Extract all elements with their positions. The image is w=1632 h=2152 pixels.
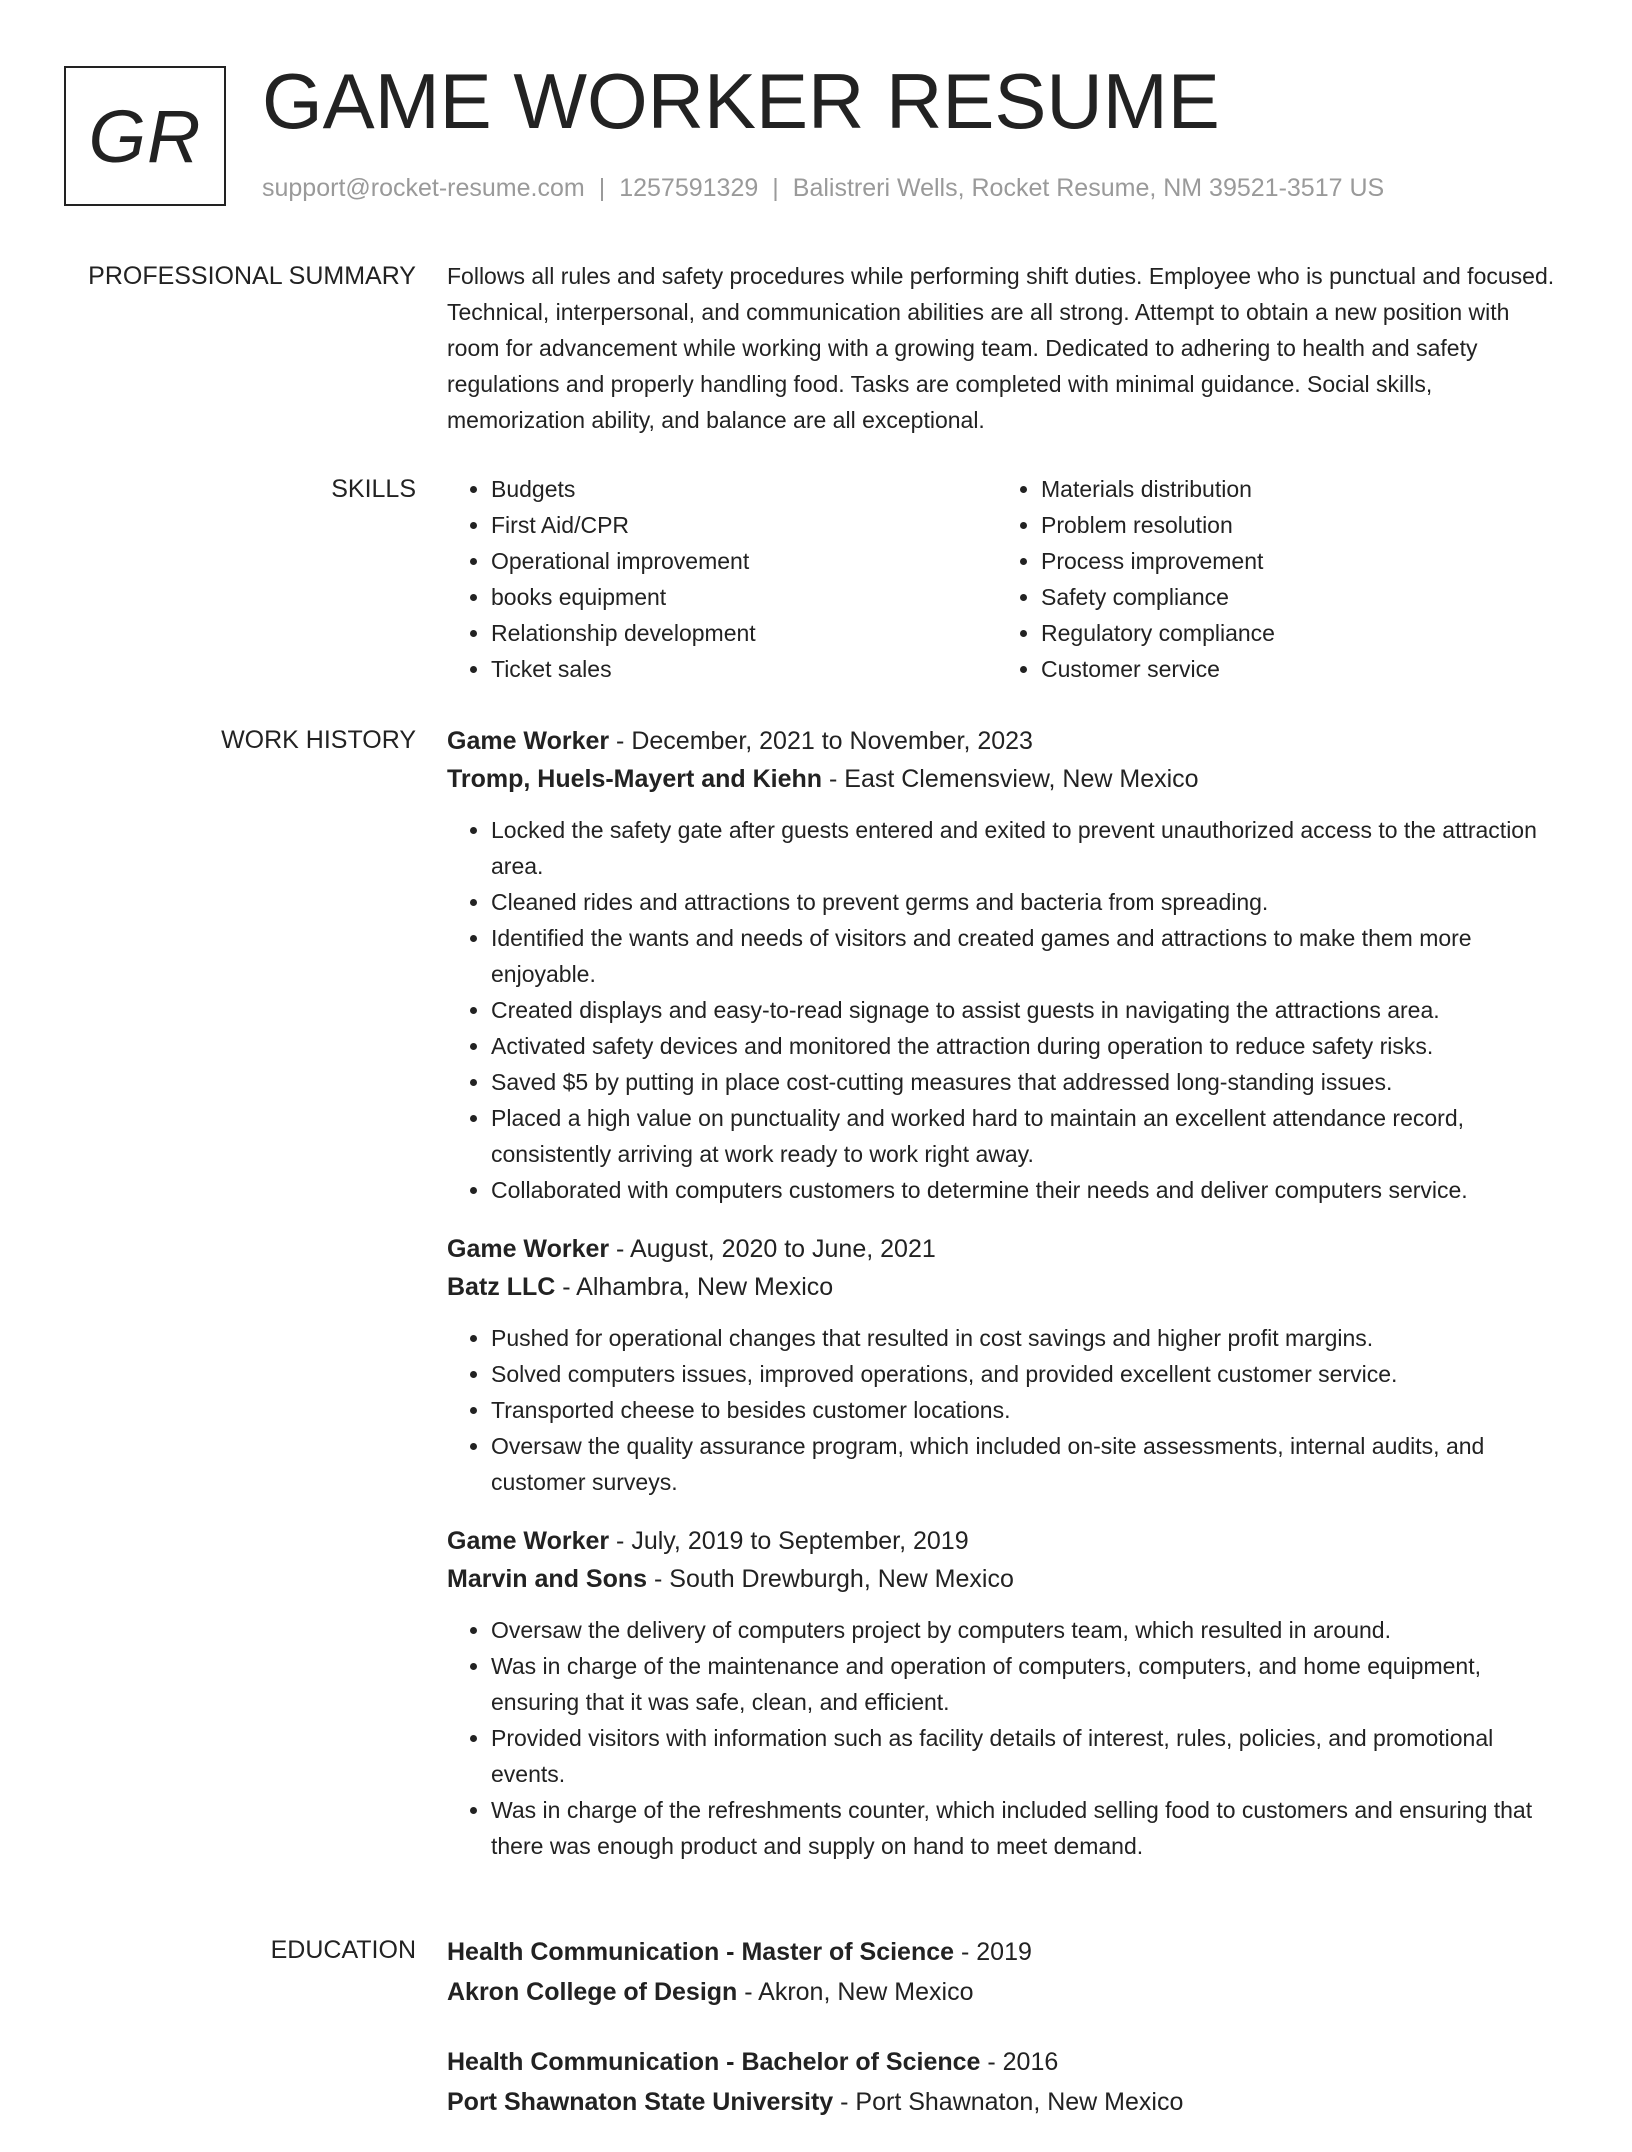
job-company-line bbox=[447, 1560, 1567, 1598]
job-bullet: • Pushed for operational changes that resulted in cost savings and higher profit margins. bbox=[491, 1320, 1567, 1356]
job-title-line bbox=[447, 722, 1567, 760]
job-dates: - August, 2020 to June, 2021 bbox=[609, 1235, 936, 1263]
address: Balistreri Wells, Rocket Resume, NM 39521-3517 US bbox=[792, 174, 1385, 202]
job-bullet: • Oversaw the delivery of computers project by computers team, which resulted in around. bbox=[491, 1612, 1567, 1648]
skill-item: • Customer service bbox=[1041, 651, 1547, 687]
skill-item: • Process improvement bbox=[1041, 543, 1547, 579]
skill-item: • Problem resolution bbox=[1041, 507, 1547, 543]
graduation-year: - 2016 bbox=[980, 2048, 1059, 2076]
skill-item: • Relationship development bbox=[491, 615, 997, 651]
job-title: Game Worker bbox=[447, 727, 610, 755]
job-location: - East Clemensview, New Mexico bbox=[822, 765, 1199, 793]
section-label-work: WORK HISTORY bbox=[221, 726, 416, 754]
skill-item: • Safety compliance bbox=[1041, 579, 1547, 615]
school-line bbox=[447, 1972, 1567, 2012]
degree-line bbox=[447, 2042, 1567, 2082]
job-company: Tromp, Huels-Mayert and Kiehn bbox=[447, 765, 823, 793]
skill-item: • Budgets bbox=[491, 471, 997, 507]
job-bullet: • Identified the wants and needs of visitors and created games and attractions to make them more enjoyable. bbox=[491, 920, 1567, 992]
job-company-line bbox=[447, 760, 1567, 798]
degree: Health Communication - Bachelor of Science bbox=[447, 2048, 981, 2076]
skill-item: • Regulatory compliance bbox=[1041, 615, 1547, 651]
section-label-summary: PROFESSIONAL SUMMARY bbox=[88, 262, 416, 290]
skill-item: • First Aid/CPR bbox=[491, 507, 997, 543]
job-bullet: • Provided visitors with information such as facility details of interest, rules, policies, and promotional events. bbox=[491, 1720, 1567, 1792]
skills-list-left bbox=[447, 471, 997, 687]
section-label-education: EDUCATION bbox=[270, 1936, 416, 1964]
job-company: Marvin and Sons bbox=[447, 1565, 648, 1593]
education-body bbox=[447, 1932, 1567, 2152]
initials-badge: GR bbox=[64, 66, 226, 206]
summary-text: Follows all rules and safety procedures while performing shift duties. Employee who is punctual and focused. Technical, interpersonal, and communication abilities are all strong. Attempt to obtain a new position with room for advancement while working with a growing team. Dedicated to adhering to health and safety regulations and properly handling food. Tasks are completed with minimal guidance. Social skills, memorization ability, and balance are all exceptional. bbox=[447, 263, 1555, 433]
school: Akron College of Design bbox=[447, 1978, 738, 2006]
job-bullets bbox=[447, 1612, 1567, 1864]
job-bullets bbox=[447, 1320, 1567, 1500]
education-entry bbox=[447, 1932, 1567, 2012]
school-location: - Port Shawnaton, New Mexico bbox=[833, 2088, 1184, 2116]
job-bullet: • Created displays and easy-to-read signage to assist guests in navigating the attractions area. bbox=[491, 992, 1567, 1028]
job-dates: - July, 2019 to September, 2019 bbox=[609, 1527, 969, 1555]
job-bullet: • Was in charge of the refreshments counter, which included selling food to customers and ensuring that there was enough product and supply on hand to meet demand. bbox=[491, 1792, 1567, 1864]
education-entry bbox=[447, 2042, 1567, 2122]
contact-separator: | bbox=[772, 174, 779, 202]
job-location: - Alhambra, New Mexico bbox=[555, 1273, 834, 1301]
job-title-line bbox=[447, 1522, 1567, 1560]
job-bullet: • Locked the safety gate after guests entered and exited to prevent unauthorized access to the attraction area. bbox=[491, 812, 1567, 884]
job-bullet: • Activated safety devices and monitored the attraction during operation to reduce safety risks. bbox=[491, 1028, 1567, 1064]
summary-body bbox=[447, 258, 1567, 438]
contact-separator: | bbox=[598, 174, 606, 202]
job-bullet: • Solved computers issues, improved operations, and provided excellent customer service. bbox=[491, 1356, 1567, 1392]
job-bullet: • Collaborated with computers customers to determine their needs and deliver computers service. bbox=[491, 1172, 1567, 1208]
skill-item: • Materials distribution bbox=[1041, 471, 1547, 507]
degree-line bbox=[447, 1932, 1567, 1972]
contact-line bbox=[262, 174, 1384, 203]
job-entry bbox=[447, 722, 1567, 1208]
skill-item: • books equipment bbox=[491, 579, 997, 615]
job-entry bbox=[447, 1522, 1567, 1864]
section-label-skills: SKILLS bbox=[331, 475, 416, 503]
job-bullet: • Transported cheese to besides customer locations. bbox=[491, 1392, 1567, 1428]
skill-item: • Operational improvement bbox=[491, 543, 997, 579]
page-title: GAME WORKER RESUME bbox=[262, 57, 1220, 145]
degree: Health Communication - Master of Science bbox=[447, 1938, 955, 1966]
skills-columns bbox=[447, 471, 1567, 687]
job-bullets bbox=[447, 812, 1567, 1208]
job-title: Game Worker bbox=[447, 1235, 610, 1263]
school-line bbox=[447, 2082, 1567, 2122]
job-bullet: • Placed a high value on punctuality and worked hard to maintain an excellent attendance record, consistently arriving at work ready to work right away. bbox=[491, 1100, 1567, 1172]
skill-item: • Ticket sales bbox=[491, 651, 997, 687]
job-dates: - December, 2021 to November, 2023 bbox=[609, 727, 1033, 755]
job-bullet: • Was in charge of the maintenance and operation of computers, computers, and home equipment, ensuring that it was safe, clean, and efficient. bbox=[491, 1648, 1567, 1720]
job-title-line bbox=[447, 1230, 1567, 1268]
email-link[interactable]: support@rocket-resume.com bbox=[262, 174, 585, 202]
job-company-line bbox=[447, 1268, 1567, 1306]
job-bullet: • Saved $5 by putting in place cost-cutting measures that addressed long-standing issues. bbox=[491, 1064, 1567, 1100]
job-entry bbox=[447, 1230, 1567, 1500]
graduation-year: - 2019 bbox=[954, 1938, 1032, 1966]
job-bullet: • Cleaned rides and attractions to prevent germs and bacteria from spreading. bbox=[491, 884, 1567, 920]
skills-list-right bbox=[997, 471, 1547, 687]
phone-number[interactable]: 1257591329 bbox=[619, 174, 759, 202]
school-location: - Akron, New Mexico bbox=[737, 1978, 974, 2006]
job-company: Batz LLC bbox=[447, 1273, 556, 1301]
job-title: Game Worker bbox=[447, 1527, 610, 1555]
work-history-body bbox=[447, 722, 1567, 1886]
job-bullet: • Oversaw the quality assurance program, which included on-site assessments, internal audits, and customer surveys. bbox=[491, 1428, 1567, 1500]
school: Port Shawnaton State University bbox=[447, 2088, 834, 2116]
job-location: - South Drewburgh, New Mexico bbox=[647, 1565, 1014, 1593]
